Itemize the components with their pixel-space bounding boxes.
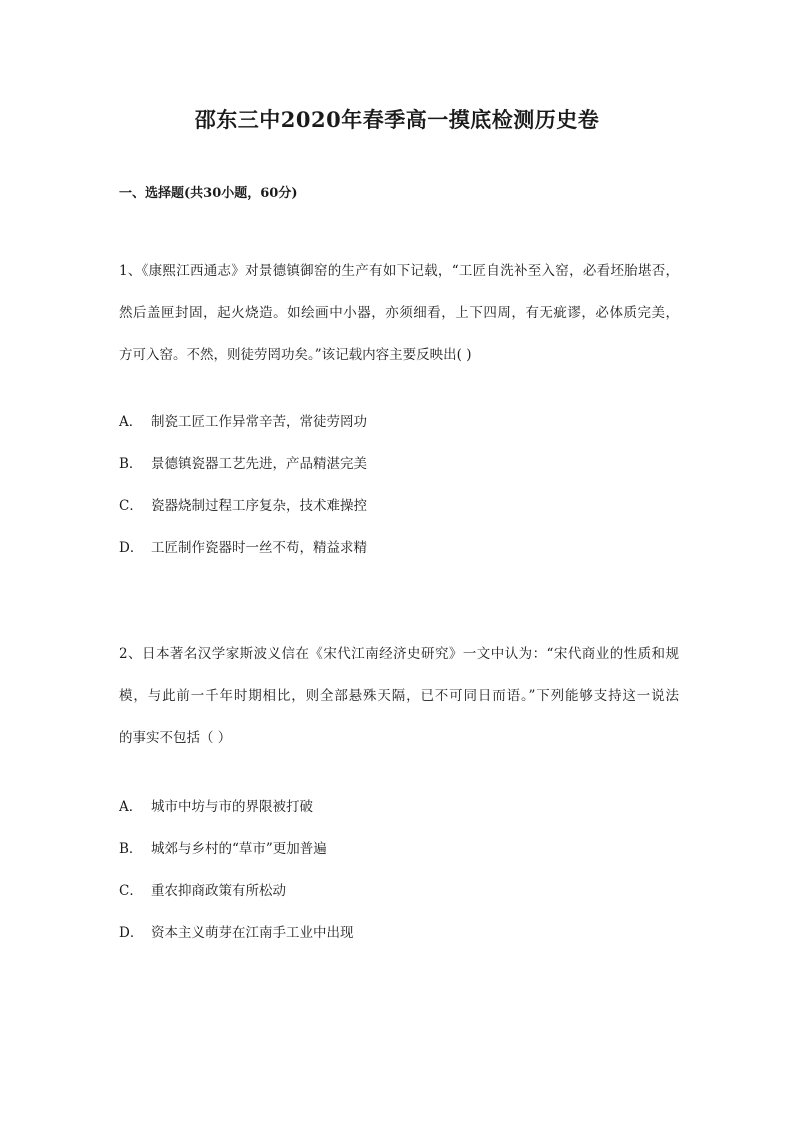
section-heading: 一、选择题(共30小题，60分) [119, 186, 298, 201]
question-2-stem [119, 633, 679, 759]
option-letter: C． [119, 498, 143, 514]
option-letter: C． [119, 883, 143, 899]
option-letter: B． [119, 841, 143, 857]
option-letter: B． [119, 456, 143, 472]
question-2-option-a [119, 795, 313, 815]
question-2-option-c [119, 879, 286, 899]
question-2-line-3: 的事实不包括（ ） [119, 730, 232, 746]
question-1-line-2: 然后盖匣封固，起火烧造。如绘画中小器，亦须细看，上下四周，有无疵谬，必体质完美， [119, 305, 679, 321]
question-1-option-d [119, 536, 367, 556]
option-text: 制瓷工匠工作异常辛苦，常徒劳罔功 [151, 414, 367, 430]
question-1-line-3: 方可入窑。不然，则徒劳罔功矣。”该记载内容主要反映出( ) [119, 347, 472, 363]
option-text: 瓷器烧制过程工序复杂，技术难操控 [151, 498, 367, 514]
option-text: 工匠制作瓷器时一丝不苟，精益求精 [151, 540, 367, 556]
option-text: 资本主义萌芽在江南手工业中出现 [151, 925, 354, 941]
question-1-line-1: 1、《康熙江西通志》对景德镇御窑的生产有如下记载，“工匠自洗补至入窑，必看坯胎堪否， [119, 263, 679, 279]
question-2-option-b [119, 837, 327, 857]
option-text: 城郊与乡村的“草市”更加普遍 [151, 841, 327, 857]
question-1-stem [119, 250, 679, 376]
option-letter: D． [119, 925, 144, 941]
option-letter: D． [119, 540, 144, 556]
question-2-line-2: 模，与此前一千年时期相比，则全部悬殊天隔，已不可同日而语。”下列能够支持这一说法 [119, 688, 679, 704]
question-1-option-c [119, 494, 367, 514]
option-letter: A． [119, 414, 143, 430]
page-title: 邵东三中2020年春季高一摸底检测历史卷 [194, 107, 600, 132]
option-text: 景德镇瓷器工艺先进，产品精湛完美 [151, 456, 367, 472]
option-text: 城市中坊与市的界限被打破 [151, 799, 313, 815]
question-2-option-d [119, 921, 354, 941]
option-letter: A． [119, 799, 143, 815]
question-1-option-b [119, 452, 367, 472]
option-text: 重农抑商政策有所松动 [151, 883, 286, 899]
question-2-line-1: 2、日本著名汉学家斯波义信在《宋代江南经济史研究》一文中认为：“宋代商业的性质和规 [119, 646, 679, 662]
question-1-option-a [119, 410, 367, 430]
